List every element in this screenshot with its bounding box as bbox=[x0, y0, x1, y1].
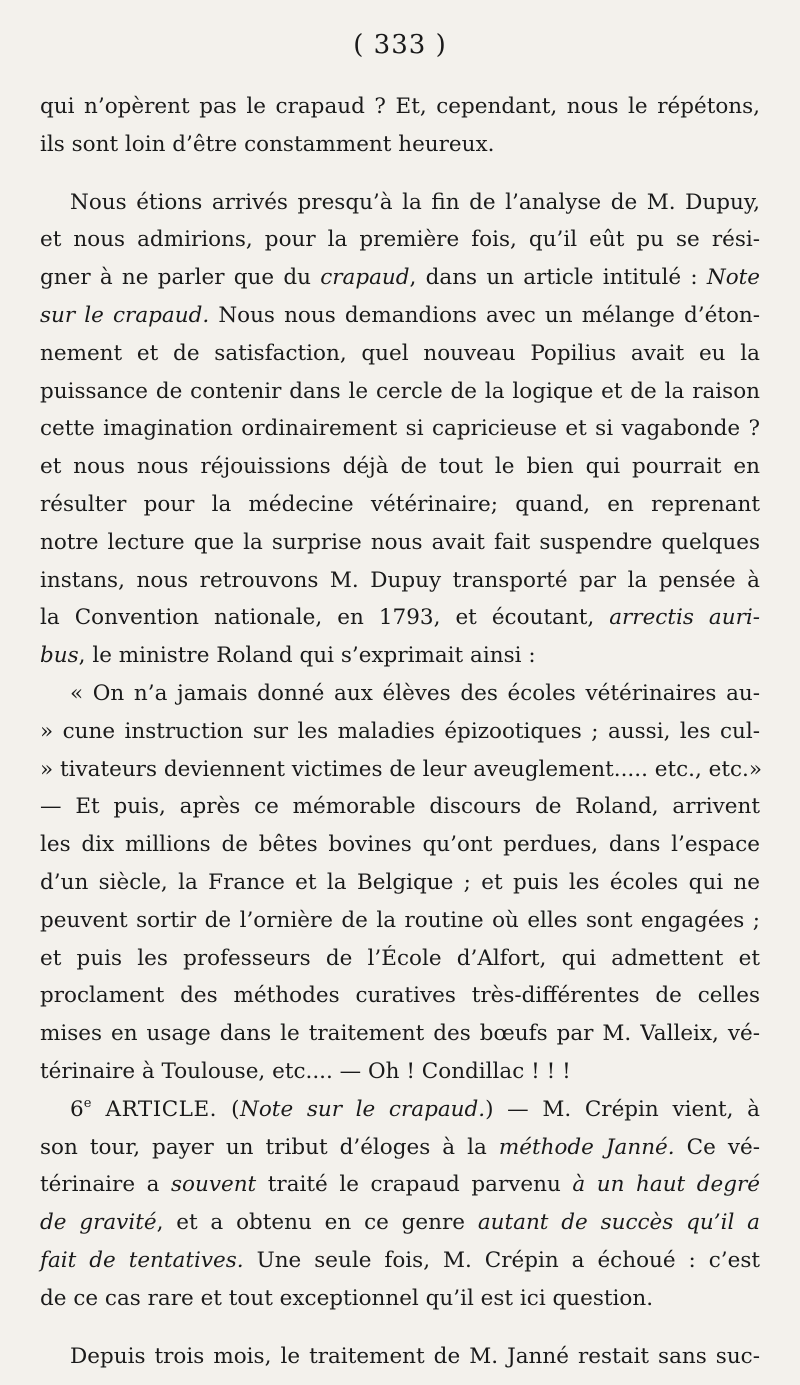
text-line: résulter pour la médecine vétérinaire; quand, en reprenant bbox=[40, 491, 760, 517]
article-heading-line: 6e ARTICLE. (Note sur le crapaud.) — M. Crépin vient, à bbox=[70, 1095, 760, 1122]
body-text bbox=[40, 88, 763, 1375]
text-line: ils sont loin d’être constamment heureux. bbox=[40, 131, 495, 157]
text-line: et nous nous réjouissions déjà de tout le bien qui pourrait en bbox=[40, 454, 760, 480]
text-line: térinaire a souvent traité le crapaud parvenu à un haut degré bbox=[40, 1172, 760, 1198]
text-line: les dix millions de bêtes bovines qu’ont perdues, dans l’espace bbox=[40, 832, 760, 858]
text-line: de gravité, et a obtenu en ce genre autant de succès qu’il a bbox=[40, 1210, 760, 1236]
quote-line: » tivateurs deviennent victimes de leur aveuglement..... etc., etc.» bbox=[40, 756, 763, 782]
text-line: peuvent sortir de l’ornière de la routine où elles sont engagées ; bbox=[40, 907, 760, 933]
text-line: proclament des méthodes curatives très-différentes de celles bbox=[40, 983, 760, 1009]
text-line: gner à ne parler que du crapaud, dans un article intitulé : Note bbox=[40, 265, 760, 291]
text-line: sur le crapaud. Nous nous demandions avec un mélange d’éton- bbox=[40, 302, 760, 328]
text-line: cette imagination ordinairement si capricieuse et si vagabonde ? bbox=[40, 416, 760, 442]
text-line: d’un siècle, la France et la Belgique ; et puis les écoles qui ne bbox=[40, 869, 760, 895]
text-line: fait de tentatives. Une seule fois, M. Crépin a échoué : c’est bbox=[40, 1247, 761, 1273]
text-line: et puis les professeurs de l’École d’Alfort, qui admettent et bbox=[40, 945, 760, 971]
text-line: instans, nous retrouvons M. Dupuy transporté par la pensée à bbox=[40, 567, 760, 593]
text-line: — Et puis, après ce mémorable discours de Roland, arrivent bbox=[40, 794, 760, 820]
quote-line: « On n’a jamais donné aux élèves des écoles vétérinaires au- bbox=[70, 680, 760, 706]
text-line: puissance de contenir dans le cercle de la logique et de la raison bbox=[40, 378, 760, 404]
text-line: bus, le ministre Roland qui s’exprimait ainsi : bbox=[40, 643, 536, 669]
text-line: de ce cas rare et tout exceptionnel qu’il est ici question. bbox=[40, 1285, 654, 1311]
text-line: la Convention nationale, en 1793, et écoutant, arrectis auri- bbox=[40, 605, 761, 631]
text-line: térinaire à Toulouse, etc.... — Oh ! Condillac ! ! ! bbox=[40, 1058, 571, 1084]
text-line: son tour, payer un tribut d’éloges à la méthode Janné. Ce vé- bbox=[40, 1134, 760, 1160]
text-line: Nous étions arrivés presqu’à la fin de l’analyse de M. Dupuy, bbox=[70, 189, 760, 215]
text-line: notre lecture que la surprise nous avait fait suspendre quelques bbox=[40, 529, 760, 555]
text-line: et nous admirions, pour la première fois, qu’il eût pu se rési- bbox=[40, 227, 760, 253]
text-line: Depuis trois mois, le traitement de M. Janné restait sans suc- bbox=[70, 1343, 760, 1369]
quote-line: » cune instruction sur les maladies épizootiques ; aussi, les cul- bbox=[40, 718, 760, 744]
text-line: mises en usage dans le traitement des bœufs par M. Valleix, vé- bbox=[40, 1021, 760, 1047]
page-number: ( 333 ) bbox=[353, 30, 447, 60]
text-line: qui n’opèrent pas le crapaud ? Et, cependant, nous le répétons, bbox=[40, 94, 760, 119]
text-line: nement et de satisfaction, quel nouveau Popilius avait eu la bbox=[40, 340, 760, 366]
